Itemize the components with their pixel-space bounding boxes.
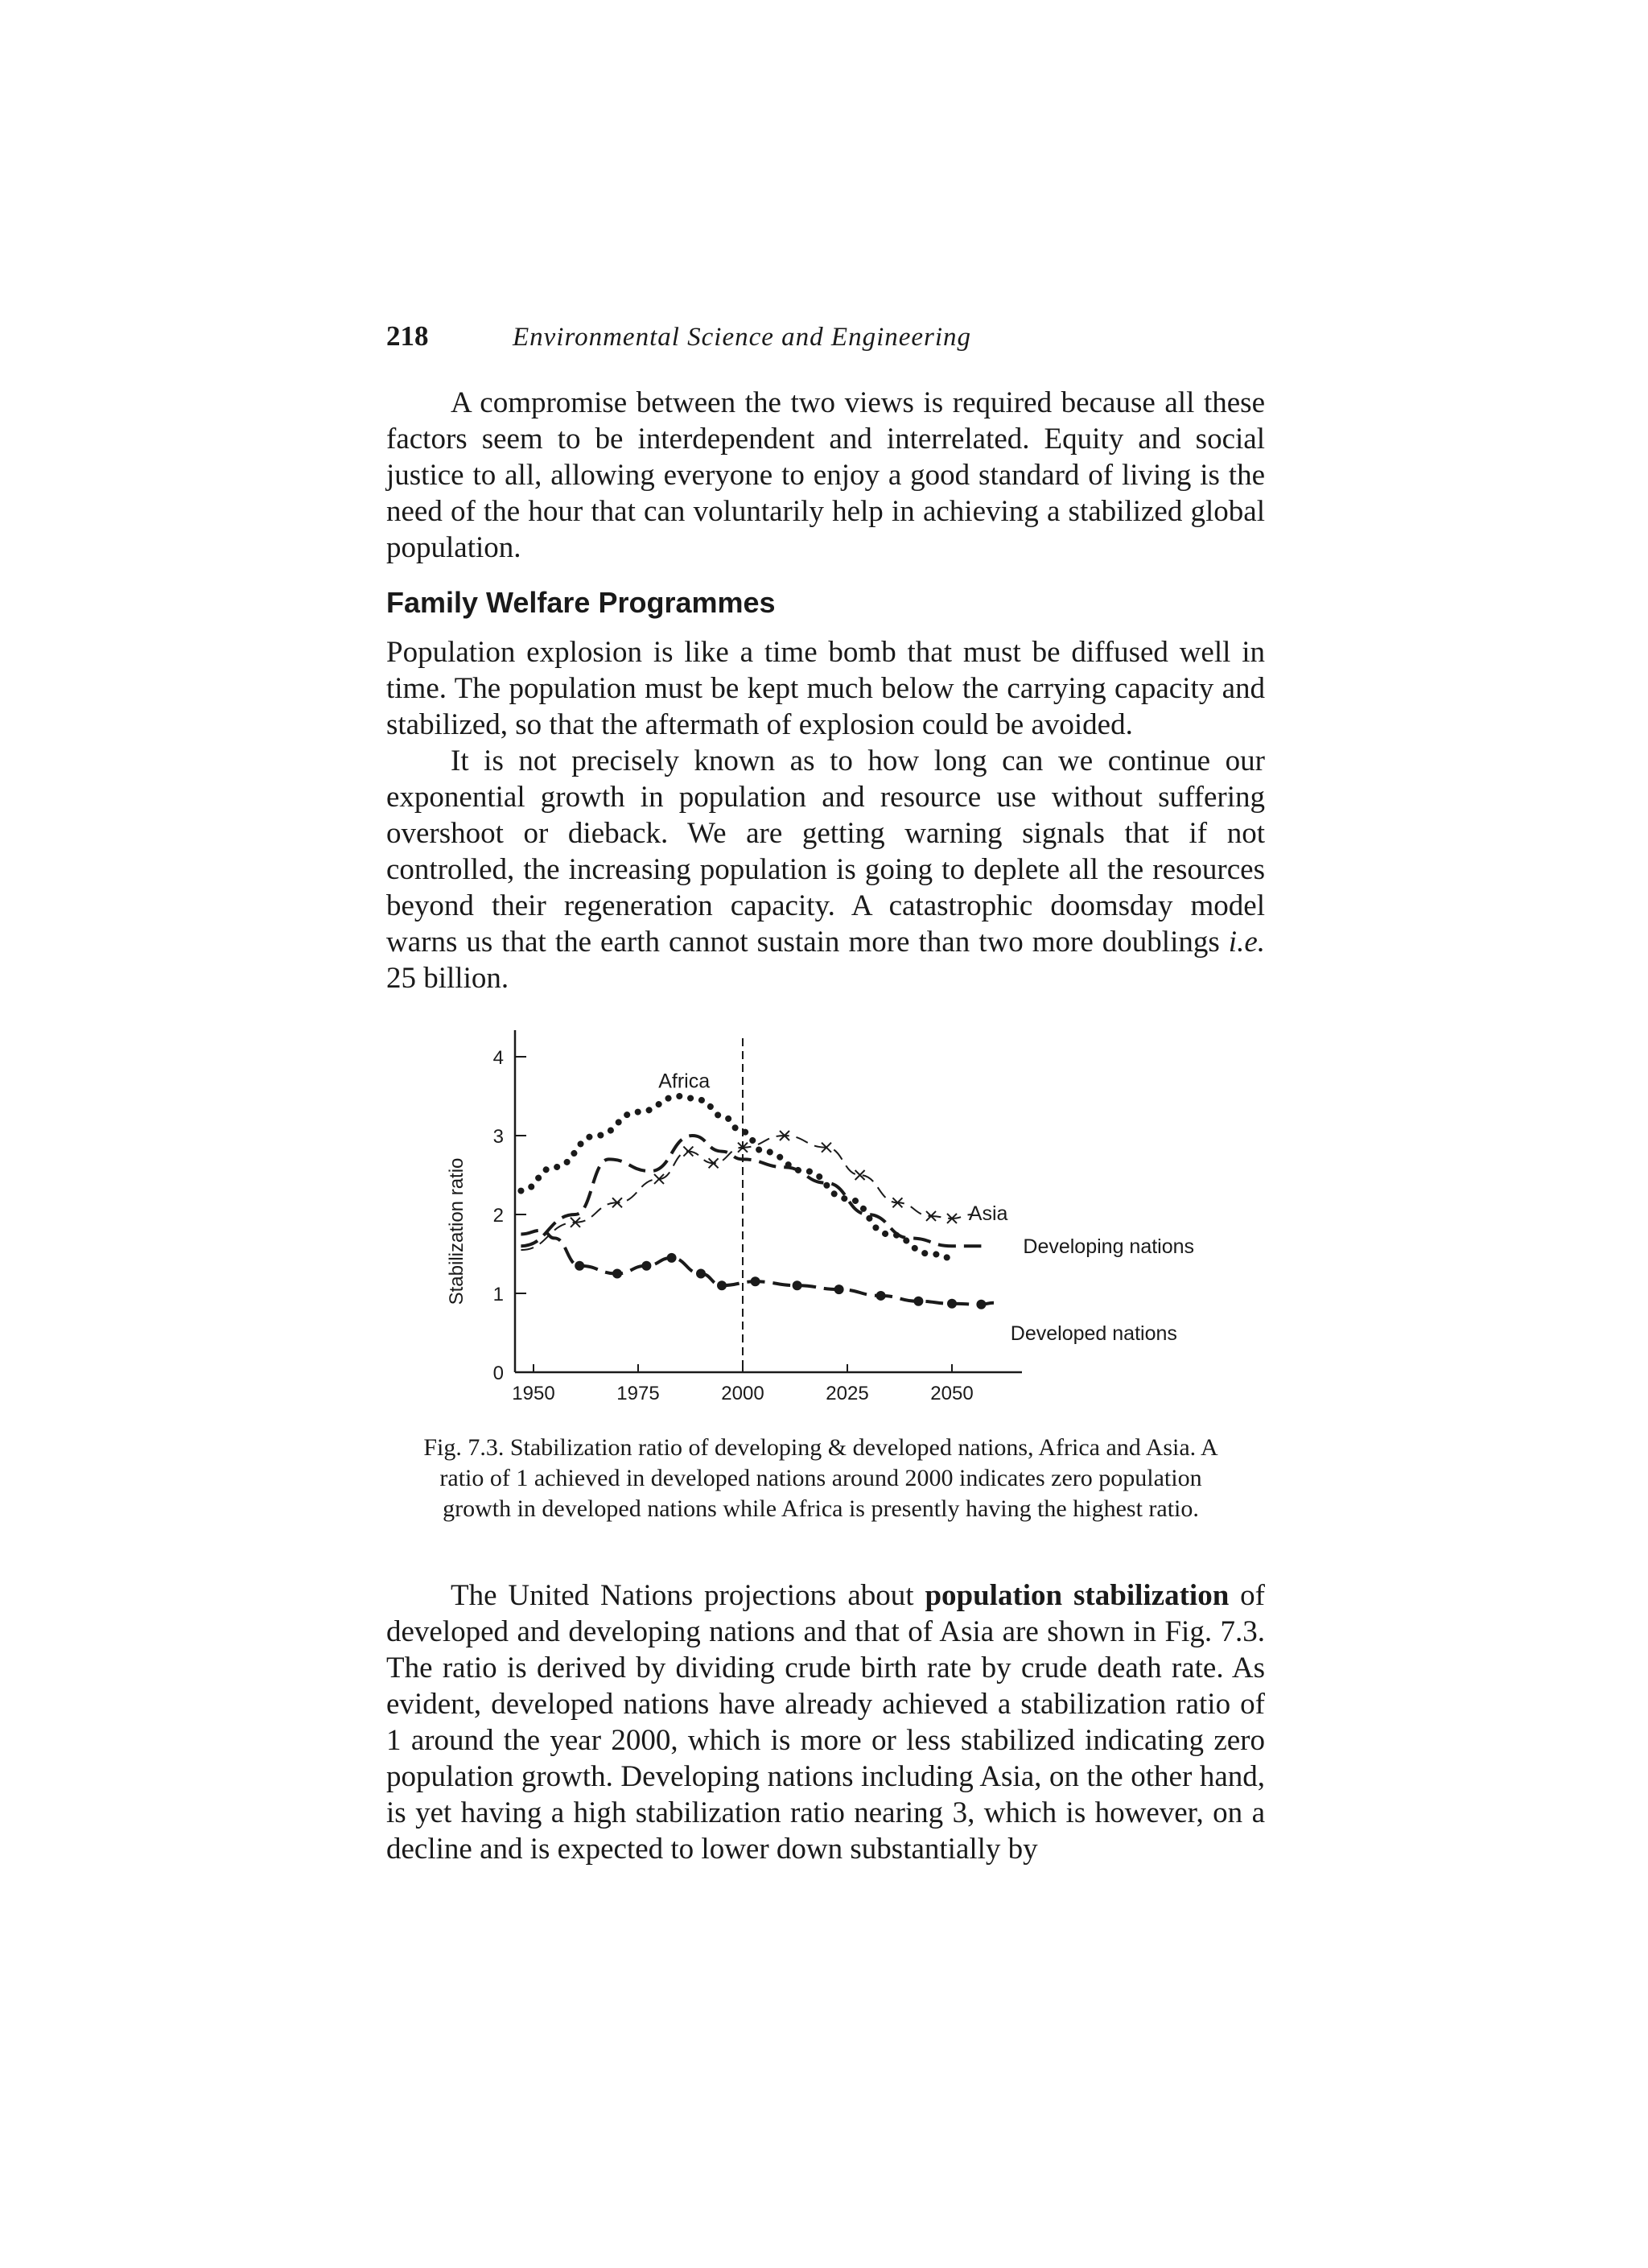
- series-africa: [521, 1096, 952, 1258]
- figure-7-3: [426, 1022, 1263, 1441]
- point-developed-nations: [696, 1269, 706, 1279]
- stabilization-chart: [426, 1022, 1263, 1441]
- x-tick-label: 1950: [512, 1383, 555, 1404]
- point-developed-nations: [641, 1261, 651, 1271]
- paragraph-doomsday-italic: i.e.: [1228, 926, 1265, 959]
- point-developed-nations: [667, 1253, 677, 1263]
- paragraph-un-end: of developed and developing nations and that of Asia are shown in Fig. 7.3. The ratio is derived by dividing crude birth rate by crude death rate. As evident, developed nations have already achieved a stabilization ratio of 1 around the year 2000, which is more or less stabilized indicating zero population growth. Developing nations including Asia, on the other hand, is yet having a high stabilization ratio nearing 3, which is however, on a decline and is expected to lower down substantially by: [386, 1579, 1266, 1866]
- paragraph-doomsday-main: It is not precisely known as to how long can we continue our exponential growth in population and resource use without suffering overshoot or dieback. We are getting warning signals that if not controlled, the increasing population is going to deplete all the resources beyond their regeneration capacity. A catastrophic doomsday model warns us that the earth cannot sustain more than two more doublings: [386, 744, 1265, 959]
- point-developed-nations: [612, 1269, 622, 1279]
- paragraph-un-projections: [386, 1577, 1265, 1867]
- page-header: [386, 320, 1263, 361]
- y-tick-label: 3: [492, 1126, 504, 1148]
- section-heading: Family Welfare Programmes: [386, 586, 776, 619]
- series-developed-nations: [521, 1231, 994, 1305]
- paragraph-doomsday-end: 25 billion.: [386, 962, 509, 995]
- y-tick-label: 2: [492, 1205, 504, 1227]
- chart-axes: [493, 1030, 1022, 1404]
- paragraph-doomsday: [386, 743, 1265, 996]
- point-developed-nations: [834, 1285, 844, 1294]
- y-tick-label: 0: [492, 1363, 504, 1384]
- chart-labels: [446, 1070, 1194, 1345]
- paragraph-un-bold: population stabilization: [925, 1579, 1230, 1612]
- point-developed-nations: [976, 1300, 986, 1309]
- point-developed-nations: [751, 1276, 760, 1286]
- point-developed-nations: [575, 1261, 584, 1271]
- point-developed-nations: [717, 1280, 727, 1290]
- paragraph-un-start: The United Nations projections about: [451, 1579, 925, 1612]
- y-tick-label: 1: [492, 1284, 504, 1305]
- point-developed-nations: [947, 1299, 957, 1309]
- y-tick-label: 4: [492, 1047, 504, 1069]
- point-developed-nations: [913, 1297, 923, 1306]
- x-tick-label: 2000: [721, 1383, 764, 1404]
- page-number: 218: [386, 320, 429, 352]
- point-developed-nations: [793, 1280, 802, 1290]
- label-developed-nations: Developed nations: [1010, 1322, 1177, 1345]
- x-tick-label: 2025: [826, 1383, 869, 1404]
- x-tick-label: 2050: [930, 1383, 974, 1404]
- chart-series: [521, 1096, 994, 1309]
- running-title: Environmental Science and Engineering: [513, 323, 972, 352]
- paragraph-population-explosion: Population explosion is like a time bomb that must be diffused well in time. The population must be kept much below the carrying capacity and stabilized, so that the aftermath of explosion could be avoided.: [386, 636, 1265, 741]
- label-asia: Asia: [968, 1202, 1008, 1226]
- figure-caption: Fig. 7.3. Stabilization ratio of developing & developed nations, Africa and Asia. A ratio of 1 achieved in developed nations around 2000 indicates zero population growth in developed nations while Africa is presently having the highest ratio.: [423, 1434, 1218, 1522]
- y-axis-label: Stabilization ratio: [446, 1157, 468, 1305]
- label-africa: Africa: [658, 1070, 711, 1093]
- x-tick-label: 1975: [616, 1383, 660, 1404]
- point-developed-nations: [876, 1291, 886, 1301]
- series-developing-nations: [521, 1136, 981, 1246]
- label-developing-nations: Developing nations: [1023, 1235, 1195, 1259]
- paragraph-compromise: A compromise between the two views is required because all these factors seem to be interdependent and interrelated. Equity and social justice to all, allowing everyone to enjoy a good standard of living is the need of the hour that can voluntarily help in achieving a stabilized global population.: [386, 386, 1265, 564]
